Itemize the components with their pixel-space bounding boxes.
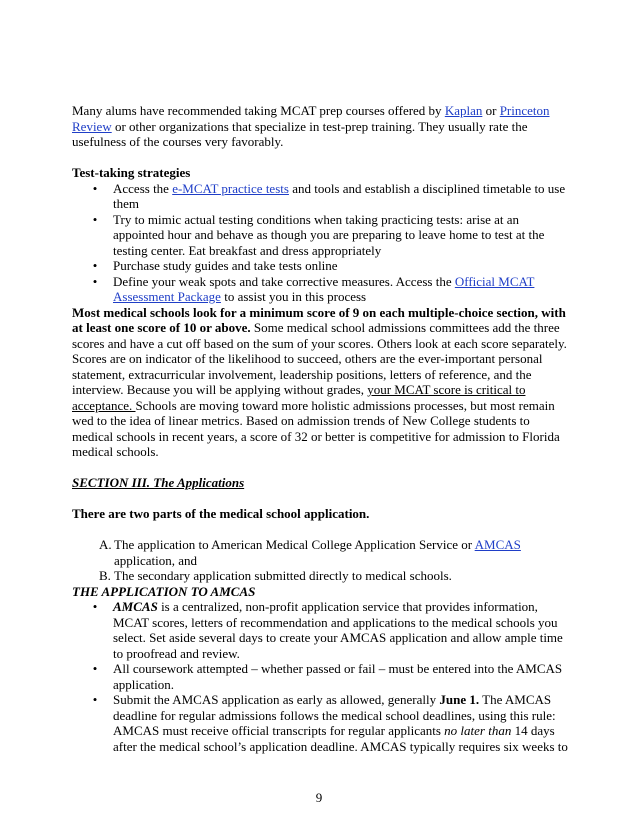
bullet-icon: • [92, 661, 98, 676]
part-a-text-1: The application to American Medical College Application Service or [114, 537, 475, 552]
amcas-item-1-bold: AMCAS [113, 599, 158, 614]
bullet-icon: • [92, 211, 98, 227]
test-taking-strategies-heading: Test-taking strategies [72, 165, 191, 180]
list-item [72, 212, 572, 259]
list-item [72, 537, 572, 568]
part-b-text: The secondary application submitted directly to medical schools. [114, 568, 452, 583]
amcas-item-3-text-c: 14 days after the medical school’s application deadline. AMCAS typically requires six weeks to [113, 723, 568, 754]
bullet-icon: • [92, 692, 98, 707]
list-item [72, 274, 572, 305]
list-marker-a: A. [99, 537, 112, 552]
intro-paragraph [72, 103, 572, 150]
document-page [72, 103, 572, 754]
intro-text-3: or other organizations that specialize in test-prep training. They usually rate the usefulness of the courses very favorably. [72, 118, 528, 149]
bullet-icon: • [92, 258, 98, 273]
e-mcat-practice-tests-link[interactable]: e-MCAT practice tests [172, 180, 289, 196]
amcas-item-2-text: All coursework attempted – whether passed or fail – must be entered into the AMCAS application. [113, 661, 563, 692]
list-item [72, 568, 572, 584]
kaplan-link[interactable]: Kaplan [444, 103, 483, 118]
list-item [72, 181, 572, 212]
section-3-title: SECTION III. The Applications [72, 475, 245, 490]
amcas-item-3-italic: no later than [444, 723, 512, 738]
list-item [72, 661, 572, 692]
official-mcat-assessment-package-link[interactable]: Official MCAT Assessment Package [113, 273, 535, 304]
bullet-icon: • [92, 273, 98, 289]
scores-text-1: Some medical school admissions committees add the three scores and have a cut off based on the sum of your scores. Others look at each score separately. Scores are on indicator of the likelihood to succeed, others are the ever-important personal statement, extracurricular involvement, leadership positions, letters of reference, and the interview. Because you will be applying without grades, [72, 320, 567, 397]
scores-text-2: Schools are moving toward more holistic admissions processes, but most remain wed to the idea of linear metrics. Based on admission trends of New College students to medical schools in recent years, a score of 32 or better is competitive for admission to Florida medical schools. [72, 397, 560, 459]
strategy-4-text-b: to assist you in this process [220, 289, 367, 304]
part-a-text-2: application, and [114, 552, 198, 568]
strategy-4-text-a: Define your weak spots and take corrective measures. Access the [113, 273, 455, 289]
princeton-review-link[interactable]: Princeton Review [72, 103, 550, 134]
bullet-icon: • [92, 599, 98, 614]
strategy-2-text: Try to mimic actual testing conditions when taking practicing tests: arise at an appointed hour and behave as though you are preparing to leave home to test at the testing center. Eat breakfast and dress appropriately [113, 211, 545, 258]
application-parts-heading: There are two parts of the medical school application. [72, 506, 370, 521]
amcas-heading: THE APPLICATION TO AMCAS [72, 583, 256, 599]
scores-bold-text: Most medical schools look for a minimum score of 9 on each multiple-choice section, with at least one score of 10 or above. [72, 304, 566, 335]
list-marker-b: B. [99, 568, 111, 583]
scores-paragraph [72, 305, 572, 460]
application-parts-list [72, 537, 572, 584]
strategy-3-text: Purchase study guides and take tests online [113, 258, 338, 273]
scores-underlined-text: your MCAT score is critical to acceptance. [72, 382, 526, 413]
amcas-item-3-text-a: Submit the AMCAS application as early as allowed, generally [113, 692, 440, 707]
amcas-link[interactable]: AMCAS [474, 537, 521, 552]
strategies-list [72, 181, 572, 305]
strategy-1-text-b: and tools and establish a disciplined timetable to use them [113, 180, 566, 211]
amcas-item-1-text: is a centralized, non-profit application service that provides information, MCAT scores, letters of recommendation and applications to the medical schools you select. Set aside several days to create your AMCAS application and allow ample time to proofread and review. [113, 599, 563, 661]
strategy-1-text-a: Access the [113, 180, 173, 196]
amcas-list [72, 599, 572, 754]
intro-text-1: Many alums have recommended taking MCAT prep courses offered by [72, 103, 445, 118]
list-item [72, 258, 572, 274]
amcas-item-3-bold: June 1. [439, 692, 480, 707]
amcas-item-3-text-b: The AMCAS deadline for regular admissions follows the medical school deadlines, using this rule: AMCAS must receive official transcripts for regular applicants [113, 692, 556, 738]
list-item [72, 599, 572, 661]
page-number: 9 [315, 790, 323, 805]
bullet-icon: • [92, 180, 98, 196]
intro-text-2: or [482, 103, 500, 118]
list-item [72, 692, 572, 754]
